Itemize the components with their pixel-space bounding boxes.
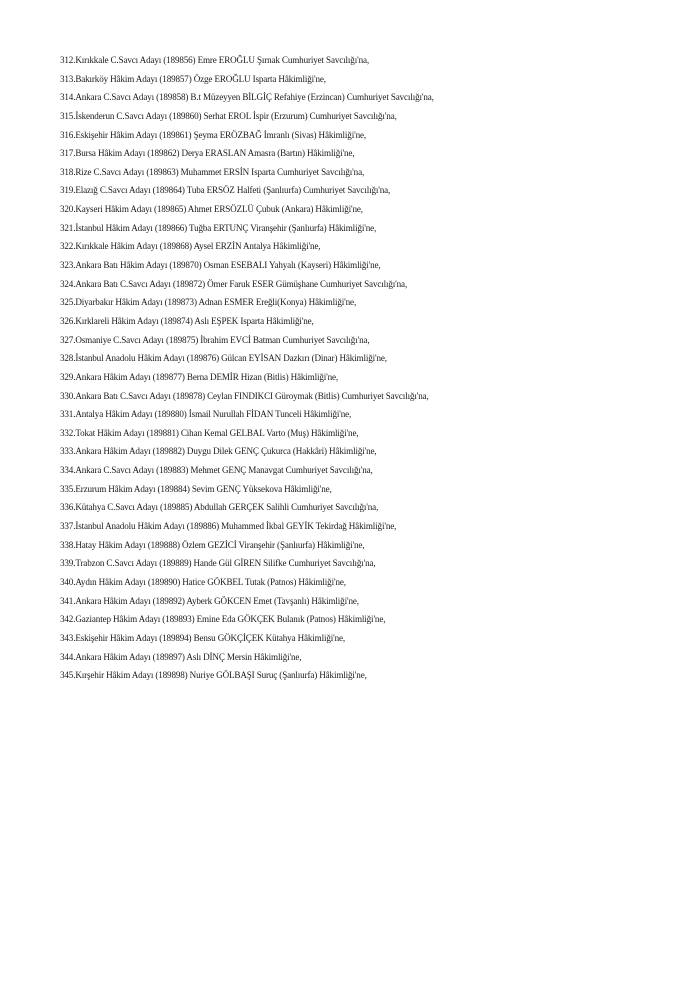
list-item: 337.İstanbul Anadolu Hâkim Adayı (189886) Muhammed İkbal GEYİK Tekirdağ Hâkimliği'ne,	[60, 522, 397, 533]
list-item: 326.Kırklareli Hâkim Adayı (189874) Aslı EŞPEK Isparta Hâkimliği'ne,	[60, 316, 314, 327]
list-item: 334.Ankara C.Savcı Adayı (189883) Mehmet GENÇ Manavgat Cumhuriyet Savcılığı'na,	[60, 466, 373, 477]
list-item: 319.Elazığ C.Savcı Adayı (189864) Tuba ERSÖZ Halfeti (Şanlıurfa) Cumhuriyet Savcılığı'na,	[60, 186, 391, 197]
list-item: 333.Ankara Hâkim Adayı (189882) Duygu Dilek GENÇ Çukurca (Hakkâri) Hâkimliği'ne,	[60, 447, 377, 458]
list-item: 335.Erzurum Hâkim Adayı (189884) Sevim GENÇ Yüksekova Hâkimliği'ne,	[60, 484, 332, 495]
list-item: 336.Kütahya C.Savcı Adayı (189885) Abdullah GERÇEK Salihli Cumhuriyet Savcılığı'na,	[60, 503, 379, 514]
list-item: 339.Trabzon C.Savcı Adayı (189889) Hande Gül GİREN Silifke Cumhuriyet Savcılığı'na,	[60, 559, 376, 570]
list-item: 328.İstanbul Anadolu Hâkim Adayı (189876) Gülcan EYİSAN Dazkırı (Dinar) Hâkimliği'ne,	[60, 354, 387, 365]
list-item: 345.Kırşehir Hâkim Adayı (189898) Nuriye GÖLBAŞI Suruç (Şanlıurfa) Hâkimliği'ne,	[60, 671, 367, 682]
list-item: 325.Diyarbakır Hâkim Adayı (189873) Adnan ESMER Ereğli(Konya) Hâkimliği'ne,	[60, 298, 357, 309]
list-item: 330.Ankara Batı C.Savcı Adayı (189878) Ceylan FINDIKCI Güroymak (Bitlis) Cumhuriyet Savcılığı'na,	[60, 391, 429, 402]
list-item: 340.Aydın Hâkim Adayı (189890) Hatice GÖKBEL Tutak (Patnos) Hâkimliği'ne,	[60, 577, 346, 588]
list-item: 315.İskenderun C.Savcı Adayı (189860) Serhat EROL İspir (Erzurum) Cumhuriyet Savcılığı'na,	[60, 111, 397, 122]
list-item: 312.Kırıkkale C.Savcı Adayı (189856) Emre EROĞLU Şırnak Cumhuriyet Savcılığı'na,	[60, 56, 369, 66]
list-item: 323.Ankara Batı Hâkim Adayı (189870) Osman ESEBALI Yahyalı (Kayseri) Hâkimliği'ne,	[60, 261, 381, 272]
list-item: 313.Bakırköy Hâkim Adayı (189857) Özge EROĞLU Isparta Hâkimliği'ne,	[60, 74, 326, 85]
list-item: 327.Osmaniye C.Savcı Adayı (189875) İbrahim EVCİ Batman Cumhuriyet Savcılığı'na,	[60, 335, 370, 346]
list-item: 338.Hatay Hâkim Adayı (189888) Özlem GEZİCİ Viranşehir (Şanlıurfa) Hâkimliği'ne,	[60, 540, 365, 551]
list-item: 329.Ankara Hâkim Adayı (189877) Berna DEMİR Hizan (Bitlis) Hâkimliği'ne,	[60, 372, 339, 383]
list-item: 342.Gaziantep Hâkim Adayı (189893) Emine Eda GÖKÇEK Bulanık (Patnos) Hâkimliği'ne,	[60, 615, 386, 626]
list-item: 321.İstanbul Hâkim Adayı (189866) Tuğba ERTUNÇ Viranşehir (Şanlıurfa) Hâkimliği'ne,	[60, 223, 377, 234]
list-item: 320.Kayseri Hâkim Adayı (189865) Ahmet ERSÖZLÜ Çubuk (Ankara) Hâkimliği'ne,	[60, 205, 363, 216]
list-item: 314.Ankara C.Savcı Adayı (189858) B.t Müzeyyen BİLGİÇ Refahiye (Erzincan) Cumhuriyet Savcılığı'na,	[60, 93, 434, 104]
list-item: 343.Eskişehir Hâkim Adayı (189894) Bensu GÖKÇİÇEK Kütahya Hâkimliği'ne,	[60, 633, 346, 644]
list-item: 331.Antalya Hâkim Adayı (189880) İsmail Nurullah FİDAN Tunceli Hâkimliği'ne,	[60, 410, 352, 421]
list-item: 324.Ankara Batı C.Savcı Adayı (189872) Ömer Faruk ESER Gümüşhane Cumhuriyet Savcılığı'na,	[60, 279, 408, 290]
list-item: 332.Tokat Hâkim Adayı (189881) Cihan Kemal GELBAL Varto (Muş) Hâkimliği'ne,	[60, 428, 359, 439]
list-item: 317.Bursa Hâkim Adayı (189862) Derya ERASLAN Amasra (Bartın) Hâkimliği'ne,	[60, 149, 355, 160]
list-item: 341.Ankara Hâkim Adayı (189892) Ayberk GÖKCEN Emet (Tavşanlı) Hâkimliği'ne,	[60, 596, 359, 607]
list-item: 316.Eskişehir Hâkim Adayı (189861) Şeyma ERÖZBAĞ İmranlı (Sivas) Hâkimliği'ne,	[60, 130, 367, 141]
list-item: 322.Kırıkkale Hâkim Adayı (189868) Aysel ERZİN Antalya Hâkimliği'ne,	[60, 242, 321, 253]
list-item: 344.Ankara Hâkim Adayı (189897) Aslı DİNÇ Mersin Hâkimliği'ne,	[60, 652, 302, 663]
appointment-list	[60, 52, 680, 686]
list-item: 318.Rize C.Savcı Adayı (189863) Muhammet ERSİN Isparta Cumhuriyet Savcılığı'na,	[60, 167, 365, 178]
